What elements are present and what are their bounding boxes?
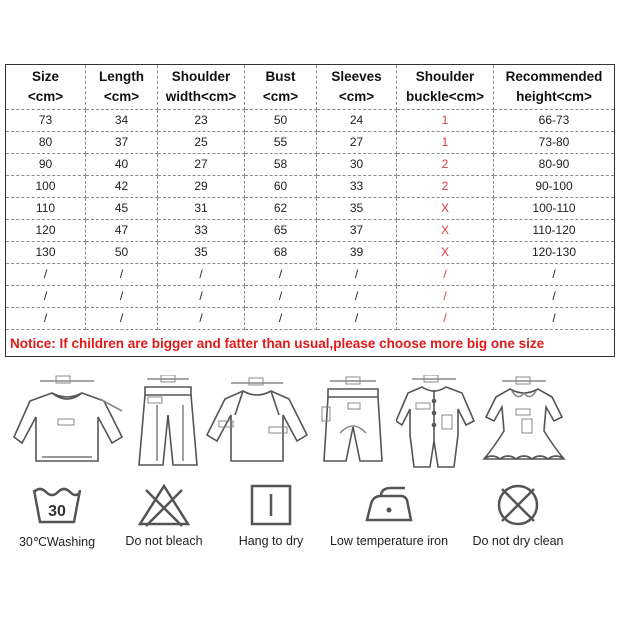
care-label-hang-dry: Hang to dry (238, 534, 304, 548)
table-cell: X (397, 198, 494, 220)
hang-dry-icon (248, 482, 294, 528)
table-cell: 90 (6, 154, 86, 176)
table-cell: 50 (245, 110, 317, 132)
header-length: Length <cm> (86, 65, 158, 110)
table-row (6, 286, 615, 308)
table-cell: / (245, 308, 317, 330)
table-cell: 30 (317, 154, 397, 176)
table-cell: 1 (397, 110, 494, 132)
care-bleach (104, 482, 224, 548)
table-row (6, 264, 615, 286)
table-row (6, 220, 615, 242)
table-cell: / (494, 308, 615, 330)
header-bust: Bust <cm> (245, 65, 317, 110)
table-cell: 37 (317, 220, 397, 242)
table-cell: / (317, 264, 397, 286)
table-cell: / (86, 264, 158, 286)
table-header-row (6, 65, 615, 110)
table-cell: 65 (245, 220, 317, 242)
table-cell: 24 (317, 110, 397, 132)
table-cell: 33 (317, 176, 397, 198)
table-cell: 73-80 (494, 132, 615, 154)
table-cell: 27 (317, 132, 397, 154)
table-cell: 62 (245, 198, 317, 220)
table-row (6, 308, 615, 330)
table-cell: / (245, 264, 317, 286)
table-cell: 50 (86, 242, 158, 264)
care-dry-clean (458, 482, 578, 548)
table-cell: / (397, 264, 494, 286)
pants-illustration (133, 375, 203, 470)
table-cell: 90-100 (494, 176, 615, 198)
care-iron (329, 482, 449, 548)
care-label-iron: Low temperature iron (329, 534, 449, 548)
header-sleeves: Sleeves <cm> (317, 65, 397, 110)
care-label-dry-clean: Do not dry clean (472, 534, 564, 548)
long-sleeve-top-illustration (12, 375, 127, 465)
table-cell: 120 (6, 220, 86, 242)
wash-30-icon (31, 482, 83, 528)
table-cell: 130 (6, 242, 86, 264)
table-cell: 80-90 (494, 154, 615, 176)
no-dry-clean-icon (494, 482, 542, 528)
table-cell: 29 (158, 176, 245, 198)
table-cell: / (317, 308, 397, 330)
romper-illustration (396, 375, 476, 470)
table-cell: 1 (397, 132, 494, 154)
table-cell: 120-130 (494, 242, 615, 264)
table-cell: / (494, 264, 615, 286)
dress-illustration (482, 375, 567, 465)
table-cell: 110-120 (494, 220, 615, 242)
table-cell: 2 (397, 154, 494, 176)
table-cell: 60 (245, 176, 317, 198)
raglan-top-illustration (205, 375, 310, 465)
table-row (6, 154, 615, 176)
table-row (6, 242, 615, 264)
table-cell: / (158, 308, 245, 330)
table-cell: 35 (317, 198, 397, 220)
header-size: Size <cm> (6, 65, 86, 110)
table-cell: / (397, 308, 494, 330)
table-cell: 37 (86, 132, 158, 154)
table-cell: 55 (245, 132, 317, 154)
table-cell: / (6, 264, 86, 286)
table-cell: / (317, 286, 397, 308)
header-shoulder-width: Shoulder width<cm> (158, 65, 245, 110)
table-cell: / (158, 286, 245, 308)
table-cell: 80 (6, 132, 86, 154)
low-iron-icon (361, 482, 417, 528)
table-row (6, 132, 615, 154)
table-cell: / (6, 308, 86, 330)
table-cell: 31 (158, 198, 245, 220)
notice-row (6, 330, 615, 357)
table-cell: 73 (6, 110, 86, 132)
table-cell: 58 (245, 154, 317, 176)
notice-text: Notice: If children are bigger and fatter than usual,please choose more big one size (6, 330, 615, 357)
table-cell: 23 (158, 110, 245, 132)
care-label-bleach: Do not bleach (125, 534, 203, 548)
table-cell: / (397, 286, 494, 308)
table-cell: / (494, 286, 615, 308)
table-cell: / (158, 264, 245, 286)
size-table (5, 64, 615, 357)
no-bleach-icon (136, 482, 192, 528)
care-hang-dry (211, 482, 331, 548)
table-cell: X (397, 242, 494, 264)
table-cell: 40 (86, 154, 158, 176)
table-cell: 110 (6, 198, 86, 220)
table-cell: 39 (317, 242, 397, 264)
table-cell: 35 (158, 242, 245, 264)
table-cell: 100 (6, 176, 86, 198)
table-cell: / (86, 308, 158, 330)
short-pants-illustration (318, 375, 388, 465)
table-cell: 66-73 (494, 110, 615, 132)
table-cell: / (86, 286, 158, 308)
care-washing (0, 482, 117, 549)
table-cell: 68 (245, 242, 317, 264)
table-cell: 45 (86, 198, 158, 220)
table-cell: / (6, 286, 86, 308)
table-cell: 100-110 (494, 198, 615, 220)
garment-illustrations (0, 375, 619, 470)
table-cell: 25 (158, 132, 245, 154)
table-row (6, 110, 615, 132)
table-row (6, 198, 615, 220)
table-cell: 33 (158, 220, 245, 242)
table-cell: 47 (86, 220, 158, 242)
care-label-washing: 30℃Washing (18, 535, 96, 549)
svg-text:30: 30 (48, 503, 66, 520)
header-shoulder-buckle: Shoulder buckle<cm> (397, 65, 494, 110)
table-cell: 2 (397, 176, 494, 198)
table-cell: 34 (86, 110, 158, 132)
table-cell: / (245, 286, 317, 308)
table-cell: X (397, 220, 494, 242)
header-recommended-height: Recommended height<cm> (494, 65, 615, 110)
table-cell: 42 (86, 176, 158, 198)
table-row (6, 176, 615, 198)
table-cell: 27 (158, 154, 245, 176)
